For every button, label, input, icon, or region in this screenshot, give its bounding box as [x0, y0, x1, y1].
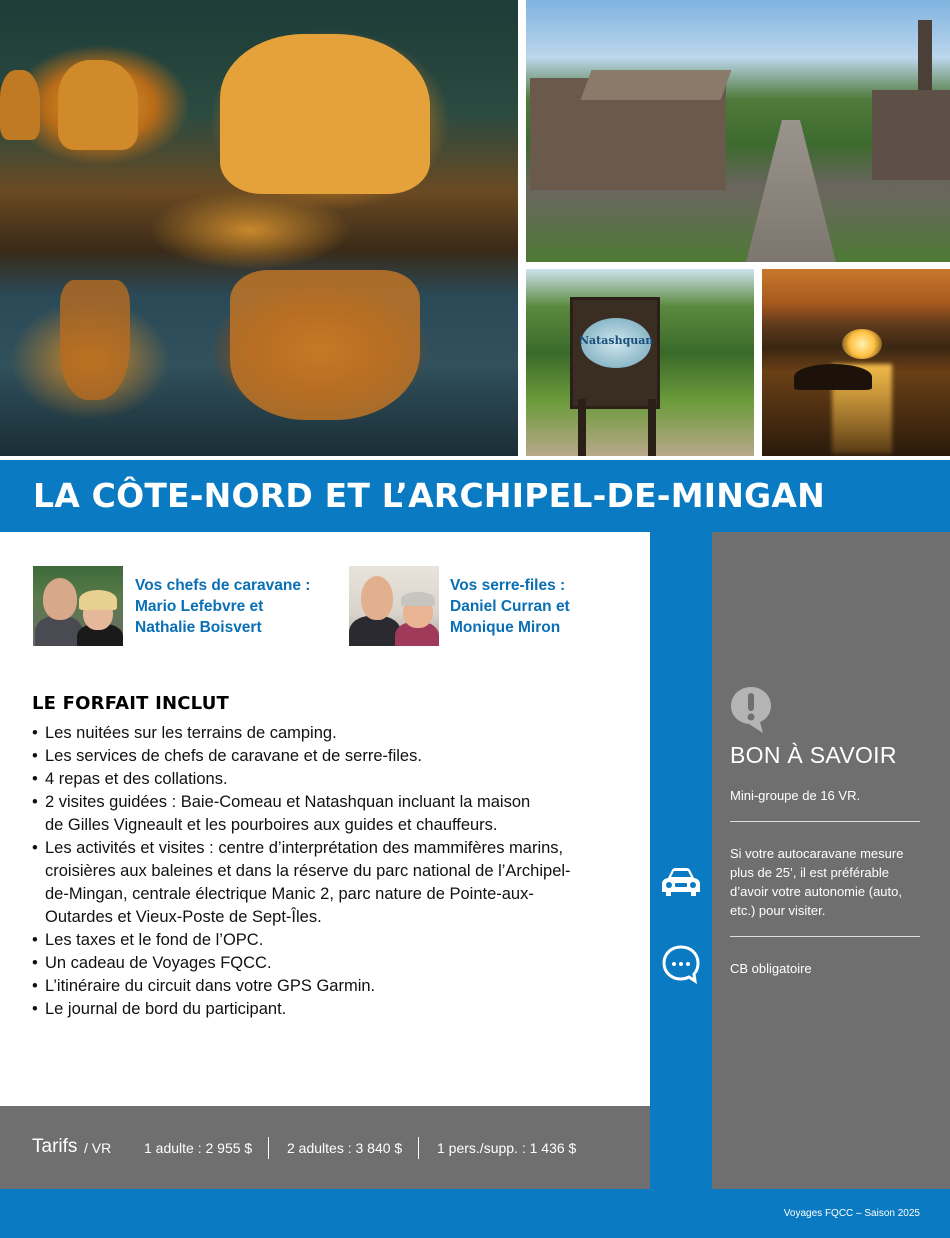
person-face: [43, 578, 77, 620]
divider: [730, 821, 920, 822]
list-item: • Les services de chefs de caravane et de serre-files.: [32, 745, 592, 768]
gravel-road: [746, 120, 836, 262]
welcome-sign: [570, 297, 660, 409]
chapel-steeple: [918, 20, 932, 90]
sign-text: Natashquan: [579, 334, 654, 347]
monolith-reflection: [230, 270, 420, 420]
info-note-cb: CB obligatoire: [730, 961, 812, 976]
tarifs-unit: / VR: [84, 1140, 112, 1156]
chefs-de-caravane-text: [135, 575, 310, 638]
monolith-shape: [220, 34, 430, 194]
whale-silhouette: [794, 364, 872, 390]
monolith-shape: [0, 70, 40, 140]
list-item: • Les taxes et le fond de l’OPC.: [32, 929, 592, 952]
monolith-reflection: [60, 280, 130, 400]
chefs-name-2: Nathalie Boisvert: [135, 619, 262, 636]
forfait-title: LE FORFAIT INCLUT: [32, 693, 229, 714]
tarif-1-adulte: 1 adulte : 2 955 $: [144, 1140, 253, 1156]
footer-text: Voyages FQCC – Saison 2025: [783, 1208, 920, 1219]
chefs-name-1: Mario Lefebvre et: [135, 598, 264, 615]
exclamation-bubble-icon: [729, 685, 785, 735]
sun: [842, 329, 882, 359]
list-item: • 2 visites guidées : Baie-Comeau et Natashquan incluant la maison de Gilles Vigneault et les pourboires aux guides et chauffeurs.: [32, 791, 552, 837]
list-item: • 4 repas et des collations.: [32, 768, 592, 791]
avatar-serre-files: [349, 566, 439, 646]
info-note-vehicle-size: Si votre autocaravane mesure plus de 25’, il est préférable d’avoir votre autonomie (auto, etc.) pour visiter.: [730, 846, 904, 918]
list-item: • L’itinéraire du circuit dans votre GPS Garmin.: [32, 975, 592, 998]
sign-post: [648, 399, 656, 456]
serre-files-label: Vos serre-files :: [450, 577, 566, 594]
photo-natashquan-sign: [526, 269, 754, 456]
list-item: • Un cadeau de Voyages FQCC.: [32, 952, 592, 975]
info-note-group-size: Mini-groupe de 16 VR.: [730, 788, 861, 803]
list-item: • Les activités et visites : centre d’interprétation des mammifères marins, croisières aux baleines et dans la réserve du parc national de l’Archipel-de-Mingan, centrale électrique Manic 2, parc nature de Pointe-aux-Outardes et Vieux-Poste de Sept-Îles.: [32, 837, 577, 929]
tarif-pers-supp: 1 pers./supp. : 1 436 $: [437, 1140, 577, 1156]
photo-village-historique: [526, 0, 950, 262]
chat-bubble-icon: [661, 944, 701, 984]
tarif-2-adultes: 2 adultes : 3 840 $: [287, 1140, 403, 1156]
serre-files-name-1: Daniel Curran et: [450, 598, 570, 615]
sign-post: [578, 399, 586, 456]
tarif-separator: [268, 1137, 269, 1159]
person-hair: [401, 592, 435, 606]
tarif-separator: [418, 1137, 419, 1159]
wooden-building: [872, 90, 950, 180]
serre-files-text: [450, 575, 570, 638]
list-item: • Les nuitées sur les terrains de camping.: [32, 722, 592, 745]
person-face: [361, 576, 393, 620]
photo-mingan-monoliths: [0, 0, 518, 456]
person-hair: [79, 590, 117, 610]
divider: [730, 936, 920, 937]
photo-whale-sunset: [762, 269, 950, 456]
building-roof: [581, 70, 732, 100]
bon-a-savoir-title: BON À SAVOIR: [730, 742, 897, 768]
forfait-list: [32, 722, 592, 1021]
chefs-label: Vos chefs de caravane :: [135, 577, 311, 594]
tarifs-label: Tarifs: [32, 1136, 78, 1157]
monolith-shape: [58, 60, 138, 150]
list-item: • Le journal de bord du participant.: [32, 998, 592, 1021]
avatar-chefs-de-caravane: [33, 566, 123, 646]
person-body: [35, 616, 83, 646]
title-band: [0, 460, 950, 532]
page-title: LA CÔTE-NORD ET L’ARCHIPEL-DE-MINGAN: [33, 476, 825, 515]
person-body: [349, 616, 401, 646]
car-icon: [660, 866, 702, 900]
serre-files-name-2: Monique Miron: [450, 619, 561, 636]
